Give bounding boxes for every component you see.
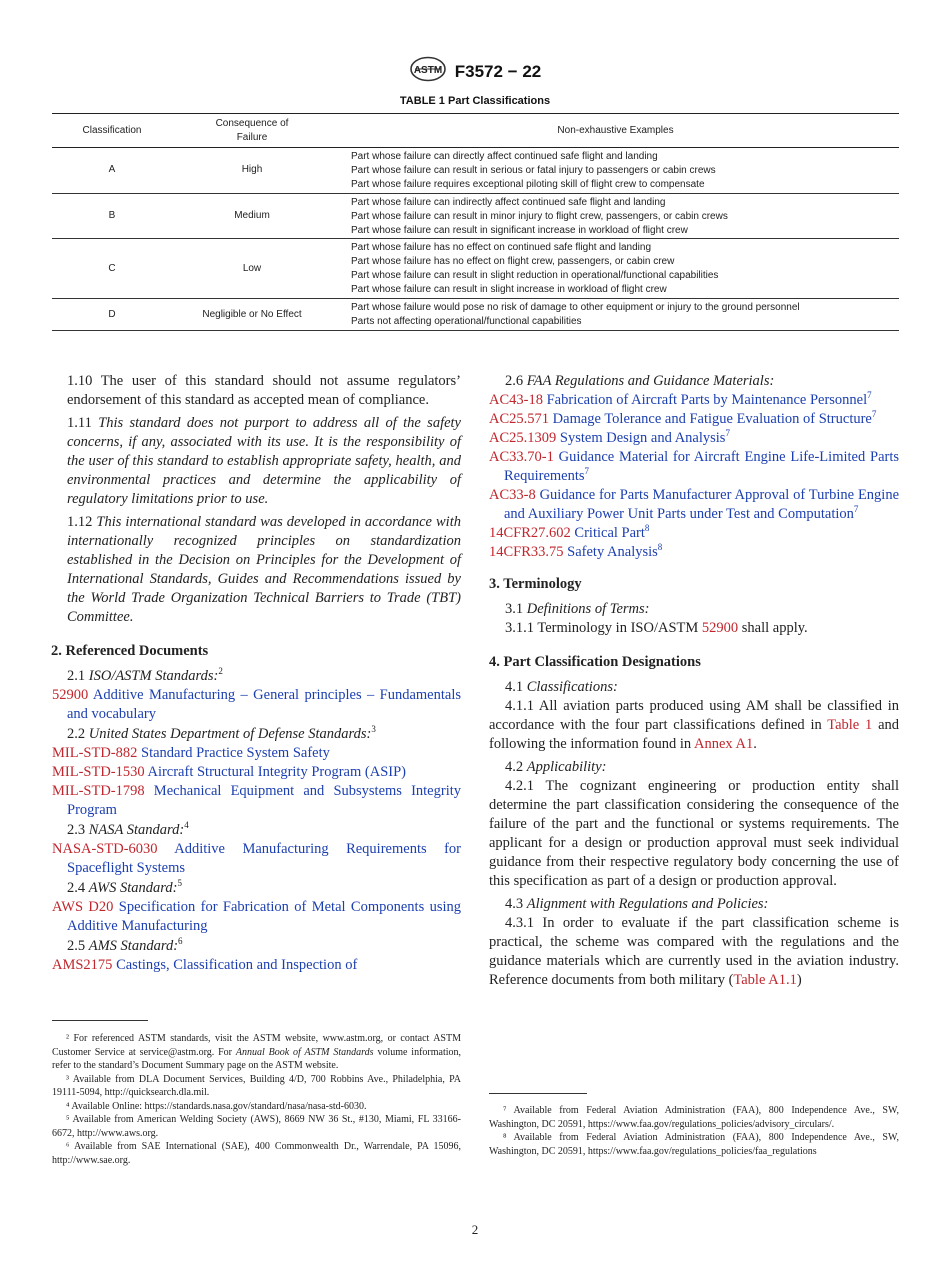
example-line: Part whose failure can result in slight reduction in operational/functional capabilities bbox=[351, 270, 719, 282]
reference-mil-std-1530[interactable]: MIL-STD-1530 Aircraft Structural Integrity Program (ASIP) bbox=[52, 764, 406, 780]
footnotes-left bbox=[52, 1032, 461, 1167]
example-line: Part whose failure has no effect on continued safe flight and landing bbox=[351, 242, 652, 254]
paragraph-1-11: 1.11 This standard does not purport to address all of the safety concerns, if any, associated with its use. It is the responsibility of the user of this standard to establish appropriate safety, health, and environmental practices and determine the applicability of regulatory limitations prior to use. bbox=[67, 415, 461, 507]
subsection-2-5: 2.5 AMS Standard:$^6$ bbox=[67, 936, 183, 954]
part-classifications-table bbox=[52, 113, 899, 331]
link-52900[interactable]: 52900 bbox=[701, 620, 739, 636]
reference-aws-d20[interactable]: AWS D20 Specification for Fabrication of Metal Components using Additive Manufacturing bbox=[52, 899, 461, 934]
footnotes-right bbox=[489, 1104, 899, 1158]
footnote-2: ² For referenced ASTM standards, visit the ASTM website, www.astm.org, or contact ASTM Customer Service at service@astm.org. For Annual Book of ASTM Standards volume information, refer to the standard’s Document Summary page on the ASTM website. bbox=[52, 1033, 462, 1071]
left-column bbox=[51, 372, 462, 975]
table-row bbox=[52, 193, 899, 239]
table-title: TABLE 1 Part Classifications bbox=[399, 95, 551, 107]
reference-52900[interactable]: 52900 Additive Manufacturing – General principles – Fundamentals and vocabulary bbox=[52, 687, 461, 722]
example-line: Part whose failure can directly affect continued safe flight and landing bbox=[351, 151, 658, 162]
footnote-6: ⁶ Available from SAE International (SAE), 400 Commonwealth Dr., Warrendale, PA 15096, http://www.sae.org. bbox=[52, 1141, 461, 1166]
consequence-cell: Low bbox=[172, 239, 332, 299]
examples-cell bbox=[332, 239, 899, 299]
consequence-cell: High bbox=[172, 148, 332, 194]
class-cell: C bbox=[52, 239, 172, 299]
examples-cell bbox=[332, 299, 899, 331]
paragraph-1-10: 1.10 The user of this standard should not assume regulators’ endorsement of this standard as accepted mean of compliance. bbox=[67, 373, 461, 408]
header-classification: Classification bbox=[52, 114, 172, 148]
subsection-2-3: 2.3 NASA Standard:$^4$ bbox=[67, 820, 189, 838]
example-line: Part whose failure requires exceptional piloting skill of flight crew to compensate bbox=[351, 178, 705, 190]
paragraph-4-1-1: 4.1.1 All aviation parts produced using AM shall be classified in accordance with the four part classifications defined in Table 1 and following the information found in Annex A1. bbox=[489, 698, 899, 752]
example-line: Part whose failure can result in serious or fatal injury to passengers or cabin crews bbox=[351, 164, 716, 176]
footnote-5: ⁵ Available from American Welding Society (AWS), 8669 NW 36 St., #130, Miami, FL 33166-6672, http://www.aws.org. bbox=[52, 1114, 461, 1139]
footnote-rule-right bbox=[489, 1093, 587, 1094]
example-line: Parts not affecting operational/functional capabilities bbox=[351, 315, 582, 327]
table-row bbox=[52, 148, 899, 194]
footnote-3: ³ Available from DLA Document Services, Building 4/D, 700 Robbins Ave., Philadelphia, PA 19111-5094, http://quicksearch.dla.mil. bbox=[52, 1073, 461, 1098]
document-id: F3572 − 22 bbox=[454, 61, 542, 81]
table-row bbox=[52, 239, 899, 299]
example-line: Part whose failure can result in slight increase in workload of flight crew bbox=[351, 284, 667, 296]
reference-mil-std-882[interactable]: MIL-STD-882 Standard Practice System Safety bbox=[52, 745, 330, 761]
consequence-cell: Negligible or No Effect bbox=[172, 299, 332, 331]
subsection-2-1: 2.1 ISO/ASTM Standards:$^2$ bbox=[67, 666, 223, 684]
reference-ac25-571[interactable]: AC25.571 Damage Tolerance and Fatigue Evaluation of Structure$^7$ bbox=[489, 409, 877, 427]
footnote-7: ⁷ Available from Federal Aviation Administration (FAA), 800 Independence Ave., SW, Washington, DC 20591, https://www.faa.gov/regulations_policies/advisory_circulars/. bbox=[489, 1105, 899, 1130]
link-table-a1-1[interactable]: Table A1.1 bbox=[733, 972, 797, 988]
astm-logo-icon bbox=[409, 56, 447, 87]
subsection-2-2: 2.2 United States Department of Defense Standards:$^3$ bbox=[67, 724, 376, 742]
example-line: Part whose failure can indirectly affect continued safe flight and landing bbox=[351, 196, 666, 208]
subsection-4-1: 4.1 Classifications: bbox=[505, 679, 618, 695]
paragraph-3-1-1: 3.1.1 Terminology in ISO/ASTM 52900 shall apply. bbox=[505, 620, 808, 636]
reference-ams2175[interactable]: AMS2175 Castings, Classification and Inspection of bbox=[52, 957, 358, 973]
subsection-4-2: 4.2 Applicability: bbox=[505, 759, 607, 775]
section-2-heading: 2. Referenced Documents bbox=[51, 643, 209, 659]
example-line: Part whose failure can result in significant increase in workload of flight crew bbox=[351, 224, 688, 236]
table-header-row bbox=[52, 114, 899, 148]
header-examples: Non-exhaustive Examples bbox=[332, 114, 899, 148]
table-row bbox=[52, 299, 899, 331]
footnote-rule-left bbox=[52, 1020, 148, 1021]
svg-text:ASTM: ASTM bbox=[413, 65, 442, 76]
reference-ac43-18[interactable]: AC43-18 Fabrication of Aircraft Parts by Maintenance Personnel$^7$ bbox=[489, 390, 872, 408]
example-line: Part whose failure would pose no risk of damage to other equipment or injury to the ground personnel bbox=[351, 302, 800, 314]
section-3-heading: 3. Terminology bbox=[489, 576, 582, 592]
section-4-heading: 4. Part Classification Designations bbox=[489, 654, 701, 670]
link-annex-a1[interactable]: Annex A1 bbox=[694, 736, 754, 752]
subsection-3-1: 3.1 Definitions of Terms: bbox=[505, 601, 650, 617]
reference-14cfr33-75[interactable]: 14CFR33.75 Safety Analysis$^8$ bbox=[489, 542, 663, 560]
reference-ac33-70-1[interactable]: AC33.70-1 Guidance Material for Aircraft Engine Life-Limited Parts Requirements$^7$ bbox=[489, 449, 900, 484]
page-number: 2 bbox=[471, 1222, 479, 1237]
class-cell: B bbox=[52, 193, 172, 239]
subsection-2-4: 2.4 AWS Standard:$^5$ bbox=[67, 878, 182, 896]
reference-14cfr27-602[interactable]: 14CFR27.602 Critical Part$^8$ bbox=[489, 523, 650, 541]
link-table-1[interactable]: Table 1 bbox=[827, 717, 873, 733]
paragraph-4-3-1: 4.3.1 In order to evaluate if the part classification scheme is practical, the scheme was compared with the regulations and the guidance materials which are currently used in the aviation industry. Reference documents from both military (Table A1.1) bbox=[489, 915, 899, 988]
header-consequence: Consequence of Failure bbox=[172, 114, 332, 148]
consequence-cell: Medium bbox=[172, 193, 332, 239]
examples-cell bbox=[332, 148, 899, 194]
example-line: Part whose failure has no effect on flight crew, passengers, or cabin crew bbox=[351, 256, 675, 268]
class-cell: D bbox=[52, 299, 172, 331]
footnote-4: ⁴ Available Online: https://standards.nasa.gov/standard/nasa/nasa-std-6030. bbox=[66, 1100, 367, 1112]
reference-nasa-std-6030[interactable]: NASA-STD-6030 Additive Manufacturing Requirements for Spaceflight Systems bbox=[52, 841, 461, 876]
right-column bbox=[489, 372, 899, 990]
subsection-2-6: 2.6 FAA Regulations and Guidance Materials: bbox=[505, 373, 775, 389]
examples-cell bbox=[332, 193, 899, 239]
paragraph-4-2-1: 4.2.1 The cognizant engineering or production entity shall determine the part classification considering the consequence of the failure of the part and the functional or systems requirements. The applicant for a design or production approval must seek individual guidance from their respective regulatory body concerning the use of this specification as part of a design or production approval. bbox=[489, 778, 899, 889]
reference-ac25-1309[interactable]: AC25.1309 System Design and Analysis$^7$ bbox=[489, 428, 730, 446]
paragraph-1-12: 1.12 This international standard was developed in accordance with internationally recognized principles on standardization established in the Decision on Principles for the Development of International Standards, Guides and Recommendations issued by the World Trade Organization Technical Barriers to Trade (TBT) Committee. bbox=[67, 514, 461, 625]
page-header bbox=[0, 56, 950, 87]
example-line: Part whose failure can result in minor injury to flight crew, passengers, or cabin crews bbox=[351, 210, 728, 222]
subsection-4-3: 4.3 Alignment with Regulations and Policies: bbox=[505, 896, 769, 912]
class-cell: A bbox=[52, 148, 172, 194]
reference-mil-std-1798[interactable]: MIL-STD-1798 Mechanical Equipment and Subsystems Integrity Program bbox=[52, 783, 462, 818]
footnote-8: ⁸ Available from Federal Aviation Administration (FAA), 800 Independence Ave., SW, Washington, DC 20591, https://www.faa.gov/regulations_policies/faa_regulations bbox=[489, 1132, 899, 1157]
reference-ac33-8[interactable]: AC33-8 Guidance for Parts Manufacturer Approval of Turbine Engine and Auxiliary Power Unit Parts under Test and Computation$^7$ bbox=[489, 487, 900, 522]
